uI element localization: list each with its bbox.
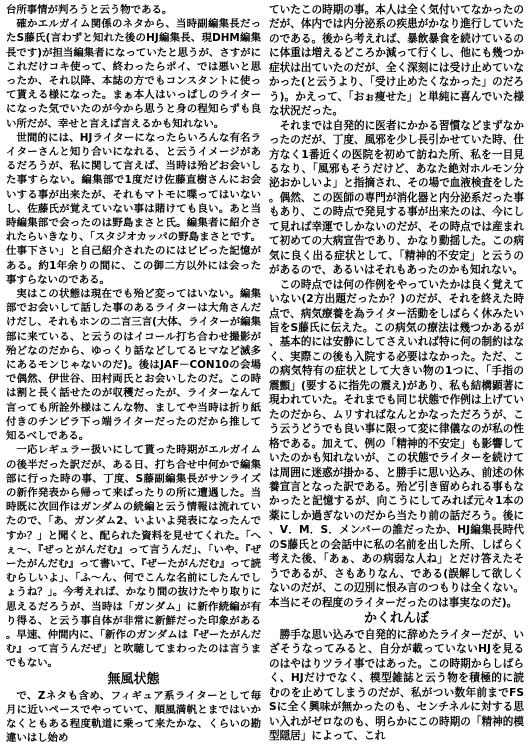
paragraph: 確かエルガイム関係のネタから、当時副編集長だったS藤氏(言わずと知れた後のHJ編集長、現DHM編集長です)が担当編集者になっていたと思うが、さすがにこれだけコキ使って、終わったらポイ、では悪いと思ったか、それ以降、本誌の方でもコンスタントに使って貰える様になった。まぁ本人はいっぱしのライターになった気でいたのが今から思うと身の程知らずも良い所だが、幸せと言えば言えるかも知れない。 [6, 18, 261, 130]
paragraph: この時点では何の作例をやっていたかは良く覚えていない(2方出題だったか？)のだが、それを終えた時点で、病気療養を為ライター活動をしばらく休みたい旨をS藤氏に伝えた。この病気の療法は幾つかあるが、基本的には安静にしてさえいれば特に何の制約はなく、実際この後も入院する必要はなかった。ただ、この病気特有の症状として大きい物の1つに、「手指の震顫」(要するに指先の震え)があり、私も結構顕著に現われていた。それまでも同じ状態で作例は上げていたのだから、ムリすればなんとかなっただろうが、こう云うどうでも良い事に限って変に律儀なのが私の性格である。加えて、例の「精神的不安定」も影響していたのかも知れないが、この状態でライターを続けては周囲に迷惑が掛かる、と勝手に思い込み、前述の休養宣言となった訳である。殆ど引き留められる事もなかったと記憶するが、向こうにしてみれば元々1本の薬にしか過ぎないのだから当たり前の話だろう。後に、V．M．S．メンバーの誰だったか、HJ編集長時代のS藤氏との会話中に私の名前を出した所、しばらく考えた後、「あぁ、あの病弱な人ね」とだけ答えたそうであるが、さもありなん、である(誤解して欲しくないのだが、この辺別に恨み言のつもりは全くない。本当にその程度のライターだったのは事実なのだ)。 [269, 278, 524, 609]
paragraph: で、Zネタも含め、フィギュア系ライターとして毎月に近いペースでやっていて、順風満帆とまではいかなくともある程度軌道に乗って来たかな、くらいの勘違いはし始め [6, 689, 261, 745]
paragraph: 一応レギュラー扱いにして貰った時期がエルガイムの後半だった訳だが、ある日、打ち合せ中何かで編集部に行った時の事、丁度、S藤副編集長がサンライズの新作発表から帰って来ばったりの所に遭遇した。当時既に次回作はガンダムの続編と云う情報は流れていたので、「あ、ガンダム2、いよいよ発表になったんですか？」と聞くと、配られた資料を見せてくれた。「へぇ～、『ぜっとがんだむ』って言うんだ」、「いや、『ぜーたがんだむ』って書いて、『ぜーたがんだむ』って読むらしいよ」、「ふ～ん、何でこんな名前にしたんでしょうね？」。今考えれば、かなり間の抜けたやり取りに思えるだろうが、当時は「ガンダム」に新作続編が有り得る、と云う事自体が非常に新鮮だった印象がある。早速、仲間内に、「新作のガンダムは『ぜーたがんだむ』って言うんだぜ」と吹聴してまわったのは言うまでもない。 [6, 444, 261, 670]
paragraph: それまでは自発的に医者にかかる習慣などまずなかったのだが、丁度、風邪を少し長引かせていた時、仕方なく1番近くの医院を初めて訪ねた所、私を一目見るなり、「風邪もそうだけど、あなた絶対ホルモン分泌おかしいよ」と指摘され、その場で血液検査をした。偶然、この医師の専門が消化器と内分泌系だった事もあり、この時点で発見する事が出来たのは、今にして見れば幸運でしかないのだが、その時点では産まれて初めての大病宣告であり、かなり動揺した。この病気に良く出る症状として、「精神的不安定」と云うのがあるので、あるいはそれもあったのかも知れない。 [269, 119, 524, 277]
section-heading: 無風状態 [107, 671, 160, 687]
paragraph: 実はこの状態は現在でも殆ど変ってはいない。編集部でお会いして話した事のあるライターは大角さんだけだし、それもホンの二言三言(大体、ライターが編集部に来ている、と云うのはイコール打ち合わせ撮影が殆どなのだから、ゆっくり話などしてるヒマなど滅多にあるモンじゃないのだ)。後はJAF－CON10の会場で偶然、伊世谷、田村両氏とお会いしたのだ。この時は割と長く話せたのが収穫だったが、ライターなんて言っても所詮外様はこんな物、ましてや当時は折り紙付きのチンピラ下っ端ライターだったのだから推して知るべしである。 [6, 288, 261, 443]
section-heading: かくれんぼ [363, 611, 429, 627]
paragraph: 世間的には、HJライターになったらいろんな有名ライターさんと知り合いになれる、と云うイメージがあるだろうが、私に関して言えば、当時は殆どお会いした事すらない。編集部で1度だけ佐藤直樹さんにお会いする事が出来たが、それもマトモに喋ってはいないし、佐藤氏が覚えていない事は賭けても良い。あと当時編集部で会ったのは野島まさと氏。編集者に紹介されたらいきなり、「スタジオカッパの野島まさとです。仕事下さい」と自己紹介されたのにはビビった記憶がある。約1年余りの間に、この御二方以外には会った事すらないのである。 [6, 131, 261, 286]
right-column [269, 3, 524, 747]
paragraph: 台所事情が判ろうと云う物である。 [6, 4, 173, 16]
left-column [6, 3, 261, 747]
paragraph: 勝手な思い込みで自発的に辞めたライターだが、いざそうなってみると、自分が載っていないHJを見るのはやはりツライ事ではあった。この時期からしばらく、HJだけでなく、模型雑誌と云う物を積極的に読むのを止めてしまうのだが、私がつい数年前までFSSに全く興味が無かったのも、センチネルに対する思い入れがゼロなのも、明らかにこの時期の「精神的模型隠居」によって、これ [269, 629, 524, 743]
paragraph: ていたこの時期の事。本人は全く気付いてなかったのだが、体内では内分泌系の疾患がかなり進行していたのである。後から考えれば、暴飲暴食を続けているのに体重は増えるどころか減って行くし、他にも幾つか症状は出ていたのだが、全く深刻には受け止めていなかった(と云うより、「受け止めたくなかった」のだろう)。かえって、「おぉ痩せた」と単純に喜んでいた様な状況だった。 [269, 4, 524, 118]
